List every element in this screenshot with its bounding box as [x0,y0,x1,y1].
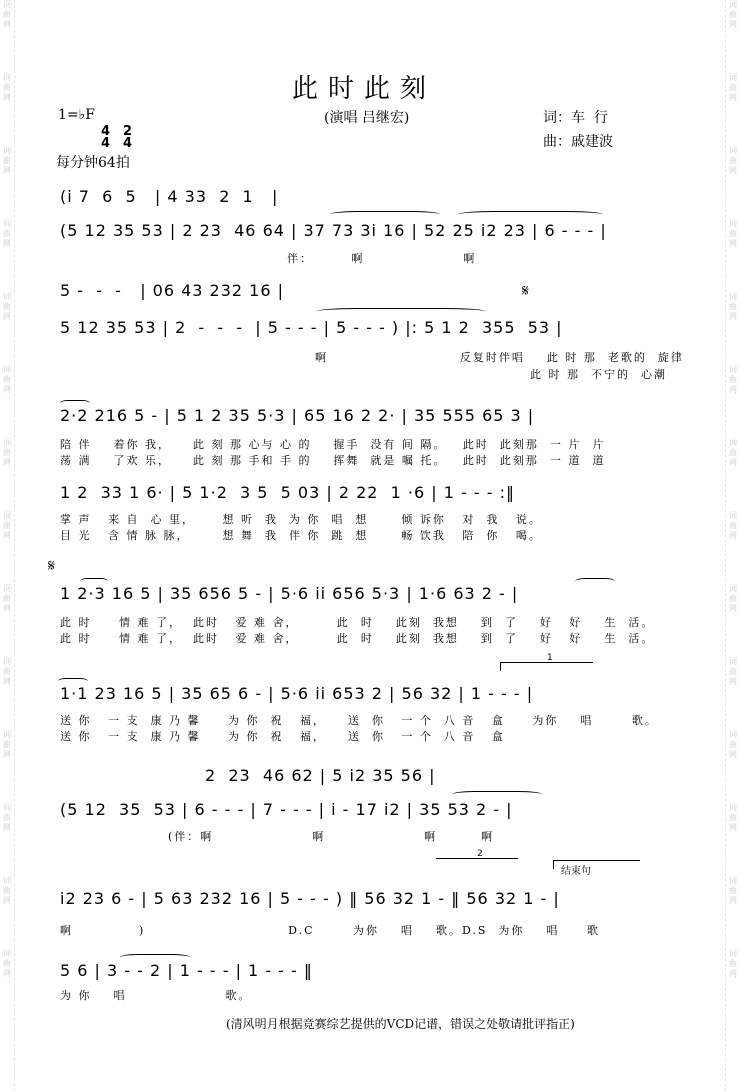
watermark-strip-left [0,0,15,1091]
notation-line-7: 1 2·3 16 5 | 35 656 5 - | 5·6 ii 656 5·3 | 1·6 63 2 - | [60,584,519,603]
watermark-text: 词 曲 网 [3,0,11,29]
watermark-text: 词 曲 网 [3,146,11,175]
segno-sign-1: 𝄋 [522,281,530,300]
lyric-line-8b: 送 你 一 支 康 乃 馨 为 你 祝 福， 送 你 一 个 八 音 盒 [60,730,505,743]
time-signature-4-4: 4 4 [101,124,111,151]
notation-line-4: 5 12 35 53 | 2 - - - | 5 - - - | 5 - - - ) |: 5 1 2 355 53 | [60,318,563,337]
lyricist-credit: 词：车 行 [543,110,608,126]
notation-line-11: i2 23 6 - | 5 63 232 16 | 5 - - - ) ‖ 56 32 1 - ‖ 56 32 1 - | [60,889,560,908]
watermark-text: 词 曲 网 [729,657,737,686]
lyric-line-12: 为 你 唱 歌。 [60,989,252,1002]
watermark-text: 词 曲 网 [729,146,737,175]
lyric-line-4b: 此 时 那 不宁的 心潮 [530,368,667,381]
watermark-text: 词 曲 网 [3,949,11,978]
watermark-text: 词 曲 网 [3,584,11,613]
composer-credit: 曲：戚建波 [543,134,613,150]
watermark-text: 词 曲 网 [729,730,737,759]
notation-line-8: 1·1 23 16 5 | 35 65 6 - | 5·6 ii 653 2 | 56 32 | 1 - - - | [60,684,534,703]
watermark-text: 词 曲 网 [3,73,11,102]
coda-label: 结束句 [561,866,591,877]
watermark-text: 词 曲 网 [729,0,737,29]
lyric-line-6b: 目 光 含 情 脉 脉， 想 舞 我 伴 你 跳 想 畅 饮我 陪 你 喝。 [60,529,542,542]
watermark-text: 词 曲 网 [729,584,737,613]
lyric-line-10: (伴：啊 啊 啊 啊 [168,830,495,843]
first-ending-bracket: 1 [500,662,593,671]
lyric-line-5a: 陪 伴 着你 我， 此 刻 那 心与 心 的 握手 没有 间 隔。 此时 此刻那 一 片 片 [60,438,606,451]
watermark-text: 词 曲 网 [3,657,11,686]
watermark-text: 词 曲 网 [729,876,737,905]
lyric-line-6a: 掌 声 来 自 心 里， 想 听 我 为 你 唱 想 倾 诉你 对 我 说。 [60,513,542,526]
notation-line-5: 2·2 216 5 - | 5 1 2 35 5·3 | 65 16 2 2· | 35 555 65 3 | [60,406,535,425]
watermark-text: 词 曲 网 [729,365,737,394]
lyric-line-2: 伴： 啊 啊 [287,252,477,265]
watermark-text: 词 曲 网 [729,219,737,248]
time-signature-2-4: 2 4 [123,124,133,151]
watermark-strip-right [725,0,740,1091]
second-ending-bracket: 2 [436,858,518,867]
watermark-text: 词 曲 网 [729,73,737,102]
lyric-line-7a: 此 时 情 难 了， 此时 爱 难 舍， 此 时 此刻 我想 到 了 好 好 生 活。 [60,616,655,629]
lyric-line-11: 啊 ) D.C 为你 唱 歌。D.S 为你 唱 歌 [60,924,600,937]
notation-line-2: (5 12 35 53 | 2 23 46 64 | 37 73 3i 16 | 52 25 i2 23 | 6 - - - | [60,221,607,240]
watermark-text: 词 曲 网 [729,949,737,978]
lyric-line-4a: 啊 反复时伴唱 此 时 那 老歌的 旋律 [315,351,684,364]
watermark-text: 词 曲 网 [729,292,737,321]
transcription-credit: (清风明月根据竞赛综艺提供的VCD记谱，错误之处敬请批评指正) [226,1017,575,1031]
notation-line-9: 2 23 46 62 | 5 i2 35 56 | [205,766,436,785]
notation-line-3: 5 - - - | 06 43 232 16 | [60,281,285,300]
lyric-line-7b: 此 时 情 难 了， 此时 爱 难 舍， 此 时 此刻 我想 到 了 好 好 生 活。 [60,632,655,645]
watermark-text: 词 曲 网 [3,730,11,759]
watermark-text: 词 曲 网 [729,511,737,540]
singer-credit: (演唱 吕继宏) [324,110,410,126]
watermark-text: 词 曲 网 [3,219,11,248]
lyric-line-5b: 荡 满 了欢 乐， 此 刻 那 手和 手 的 挥舞 就是 嘱 托。 此时 此刻那 一 道 道 [60,454,606,467]
lyric-line-8a: 送 你 一 支 康 乃 馨 为 你 祝 福， 送 你 一 个 八 音 盒 为你 唱 歌。 [60,714,658,727]
notation-line-6: 1 2 33 1 6· | 5 1·2 3 5 5 03 | 2 22 1 ·6 | 1 - - - :‖ [60,483,515,502]
notation-line-12: 5 6 | 3 - - 2 | 1 - - - | 1 - - - ‖ [60,961,313,980]
watermark-text: 词 曲 网 [3,292,11,321]
watermark-text: 词 曲 网 [3,365,11,394]
watermark-text: 词 曲 网 [3,803,11,832]
watermark-text: 词 曲 网 [3,511,11,540]
watermark-text: 词 曲 网 [729,438,737,467]
segno-sign-2: 𝄋 [48,556,56,575]
watermark-text: 词 曲 网 [729,803,737,832]
notation-line-1: (i 7 6 5 | 4 33 2 1 | [60,187,279,206]
watermark-text: 词 曲 网 [3,876,11,905]
notation-line-10: (5 12 35 53 | 6 - - - | 7 - - - | i - 17 i2 | 35 53 2 - | [60,800,513,819]
tempo-marking: 每分钟64拍 [56,155,130,171]
song-title: 此时此刻 [292,74,437,104]
key-signature: 1=♭F [58,107,95,123]
watermark-text: 词 曲 网 [3,438,11,467]
